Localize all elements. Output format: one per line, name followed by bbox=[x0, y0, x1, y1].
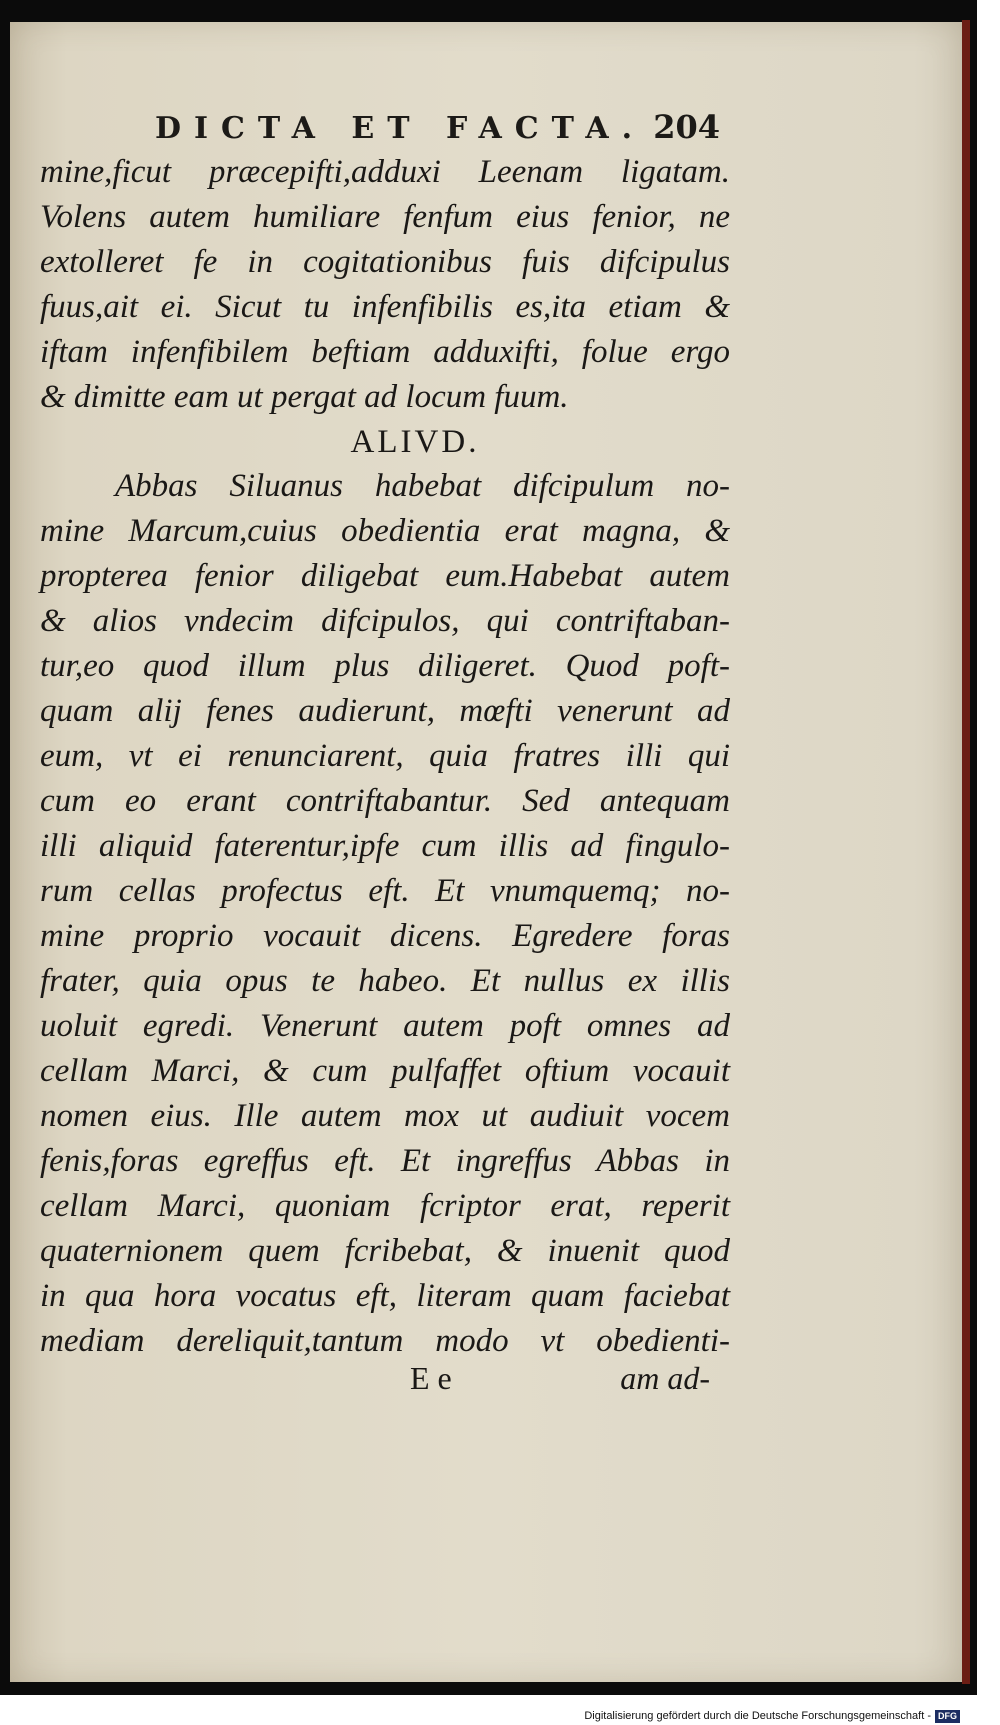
credit-text: Digitalisierung gefördert durch die Deutsche Forschungsgemeinschaft - bbox=[584, 1710, 931, 1722]
text-line: eum, vt ei renunciarent, quia fratres illi qui bbox=[40, 738, 730, 774]
text-line: fenis,foras egreffus eft. Et ingreffus Abbas in bbox=[40, 1143, 730, 1179]
text-line: mine,ficut præcepifti,adduxi Leenam ligatam. bbox=[40, 154, 730, 190]
text-line: in qua hora vocatus eft, literam quam faciebat bbox=[40, 1278, 730, 1314]
text-line: rum cellas profectus eft. Et vnumquemq; no- bbox=[40, 873, 730, 909]
text-line: fuus,ait ei. Sicut tu infenfibilis es,ita etiam & bbox=[40, 289, 730, 325]
text-line: & dimitte eam ut pergat ad locum fuum. bbox=[40, 379, 569, 415]
text-block bbox=[40, 150, 730, 1364]
catchword: am ad- bbox=[620, 1360, 710, 1396]
running-title: DICTA ET FACTA. bbox=[155, 111, 646, 146]
page-edge bbox=[962, 20, 970, 1684]
text-line: mine proprio vocauit dicens. Egredere foras bbox=[40, 918, 730, 954]
text-line: Abbas Siluanus habebat difcipulum no- bbox=[115, 468, 730, 504]
text-line: & alios vndecim difcipulos, qui contriftaban- bbox=[40, 603, 730, 639]
dfg-logo: DFG bbox=[935, 1710, 960, 1723]
catchline bbox=[410, 1360, 710, 1405]
text-line: mine Marcum,cuius obedientia erat magna, & bbox=[40, 513, 730, 549]
text-line: iftam infenfibilem beftiam adduxifti, folue ergo bbox=[40, 334, 730, 370]
text-line: propterea fenior diligebat eum.Habebat autem bbox=[40, 558, 730, 594]
text-line: extolleret fe in cogitationibus fuis difcipulus bbox=[40, 244, 730, 280]
text-line: nomen eius. Ille autem mox ut audiuit vocem bbox=[40, 1098, 730, 1134]
running-head bbox=[155, 108, 720, 148]
page-number: 204 bbox=[653, 108, 720, 146]
text-line: tur,eo quod illum plus diligeret. Quod poft- bbox=[40, 648, 730, 684]
text-line: cum eo erant contriftabantur. Sed antequam bbox=[40, 783, 730, 819]
digitization-credit bbox=[584, 1708, 960, 1724]
text-line: quam alij fenes audierunt, mœfti venerunt ad bbox=[40, 693, 730, 729]
text-line: quaternionem quem fcribebat, & inuenit quod bbox=[40, 1233, 730, 1269]
text-line: frater, quia opus te habeo. Et nullus ex illis bbox=[40, 963, 730, 999]
text-line: cellam Marci, & cum pulfaffet oftium vocauit bbox=[40, 1053, 730, 1089]
text-line: cellam Marci, quoniam fcriptor erat, reperit bbox=[40, 1188, 730, 1224]
text-line: Volens autem humiliare fenfum eius fenior, ne bbox=[40, 199, 730, 235]
text-line: mediam dereliquit,tantum modo vt obedienti- bbox=[40, 1323, 730, 1359]
text-line: illi aliquid faterentur,ipfe cum illis ad fingulo- bbox=[40, 828, 730, 864]
section-heading: ALIVD. bbox=[350, 424, 480, 460]
signature-mark: E e bbox=[410, 1360, 452, 1396]
text-line: uoluit egredi. Venerunt autem poft omnes ad bbox=[40, 1008, 730, 1044]
